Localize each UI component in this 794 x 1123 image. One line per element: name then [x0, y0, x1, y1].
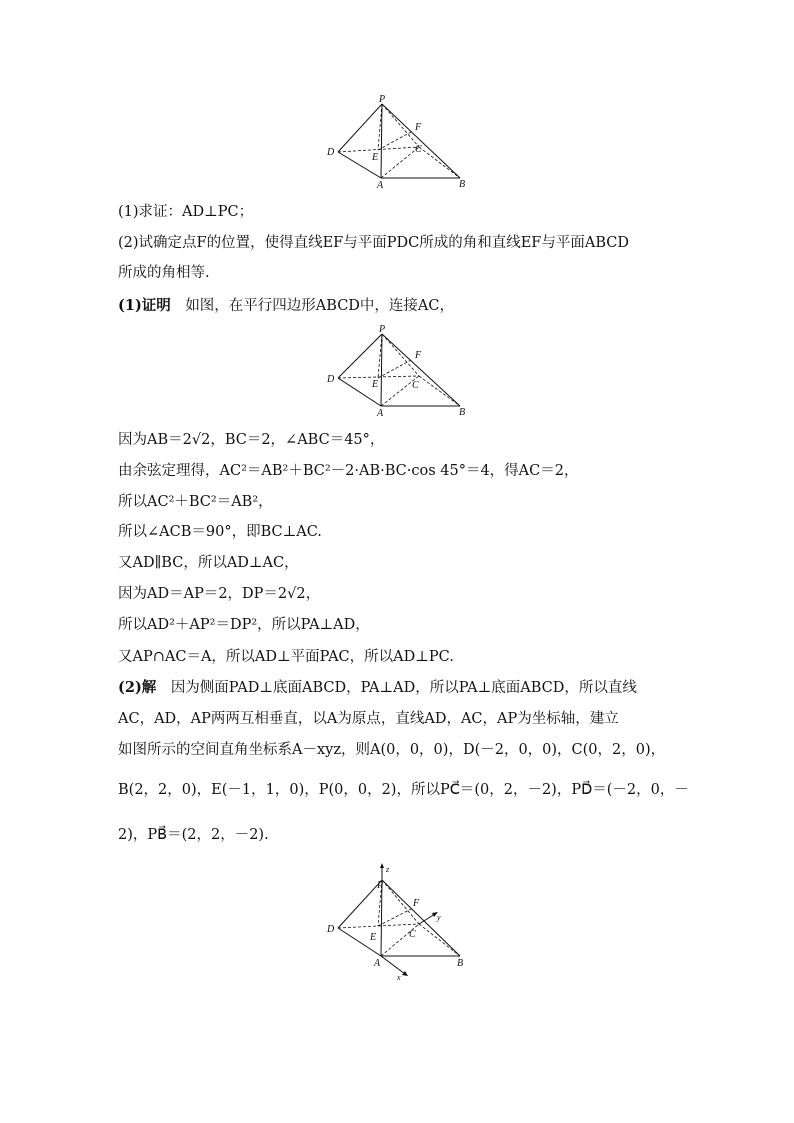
solution-1-line-2: 由余弦定理得，AC²＝AB²＋BC²－2·AB·BC·cos 45°＝4，得AC＝2， — [118, 463, 579, 479]
label-E: E — [370, 932, 377, 943]
pyramid-figure-1 — [325, 92, 475, 192]
label-P: P — [377, 880, 384, 891]
solution-2-line-2: AC，AD，AP两两互相垂直，以A为原点，直线AD，AC，AP为坐标轴，建立 — [118, 711, 619, 727]
label-P: P — [379, 94, 386, 105]
solution-2-line-1-text: 因为侧面PAD⊥底面ABCD，PA⊥AD，所以PA⊥底面ABCD，所以直线 — [170, 680, 637, 696]
label-C: C — [412, 380, 419, 391]
solution-1-line-8: 又AP∩AC＝A，所以AD⊥平面PAC，所以AD⊥PC. — [118, 649, 454, 665]
label-F: F — [413, 898, 420, 909]
label-C: C — [409, 929, 416, 940]
label-A: A — [377, 408, 384, 419]
label-D: D — [327, 147, 335, 158]
label-A: A — [377, 180, 384, 191]
pyramid-figure-2 — [325, 322, 475, 422]
solution-1-line-1: 因为AB＝2√2，BC＝2，∠ABC＝45°， — [118, 432, 385, 448]
label-E: E — [372, 152, 379, 163]
label-D: D — [327, 374, 335, 385]
label-z-axis: z — [386, 865, 390, 874]
solution-2-line-3: 如图所示的空间直角坐标系A－xyz，则A(0，0，0)，D(－2，0，0)，C(0，2，0)， — [118, 742, 666, 758]
solution-1-line-4: 所以∠ACB＝90°，即BC⊥AC. — [118, 524, 322, 540]
pyramid-figure-2-svg — [325, 322, 475, 422]
label-P: P — [379, 324, 386, 335]
label-C: C — [415, 144, 422, 155]
solution-1-line-6: 因为AD＝AP＝2，DP＝2√2， — [118, 586, 321, 602]
label-A: A — [374, 958, 381, 969]
label-y-axis: y — [437, 913, 441, 922]
question-2-line-1: (2)试确定点F的位置，使得直线EF与平面PDC所成的角和直线EF与平面ABCD — [118, 235, 629, 251]
solution-2-line-4: B(2，2，0)，E(－1，1，0)，P(0，0，2)，所以PC⃗＝(0，2，－2)，PD⃗＝(－2，0，－ — [118, 782, 689, 798]
label-B: B — [457, 958, 464, 969]
solution-2-line-5: 2)，PB⃗＝(2，2，－2). — [118, 827, 269, 843]
solution-1-line-3: 所以AC²＋BC²＝AB²， — [118, 494, 273, 510]
label-x-axis: x — [397, 973, 401, 982]
question-2-line-2: 所成的角相等. — [118, 265, 210, 281]
solution-2-line-1 — [118, 678, 637, 698]
pyramid-figure-3-coordinate — [325, 862, 475, 984]
solution-1-intro — [118, 296, 454, 316]
label-D: D — [327, 924, 335, 935]
solution-1-tag: (1)证明 — [118, 297, 171, 314]
label-F: F — [415, 350, 422, 361]
solution-2-tag: (2)解 — [118, 679, 157, 696]
solution-1-intro-text: 如图，在平行四边形ABCD中，连接AC， — [185, 298, 454, 314]
pyramid-figure-1-svg — [325, 92, 475, 192]
pyramid-figure-3-svg — [325, 862, 475, 984]
solution-1-line-7: 所以AD²＋AP²＝DP²，所以PA⊥AD， — [118, 617, 370, 633]
label-E: E — [372, 379, 379, 390]
label-B: B — [459, 179, 466, 190]
solution-1-line-5: 又AD∥BC，所以AD⊥AC， — [118, 555, 299, 571]
question-1: (1)求证：AD⊥PC； — [118, 204, 254, 220]
label-B: B — [459, 407, 466, 418]
label-F: F — [415, 122, 422, 133]
